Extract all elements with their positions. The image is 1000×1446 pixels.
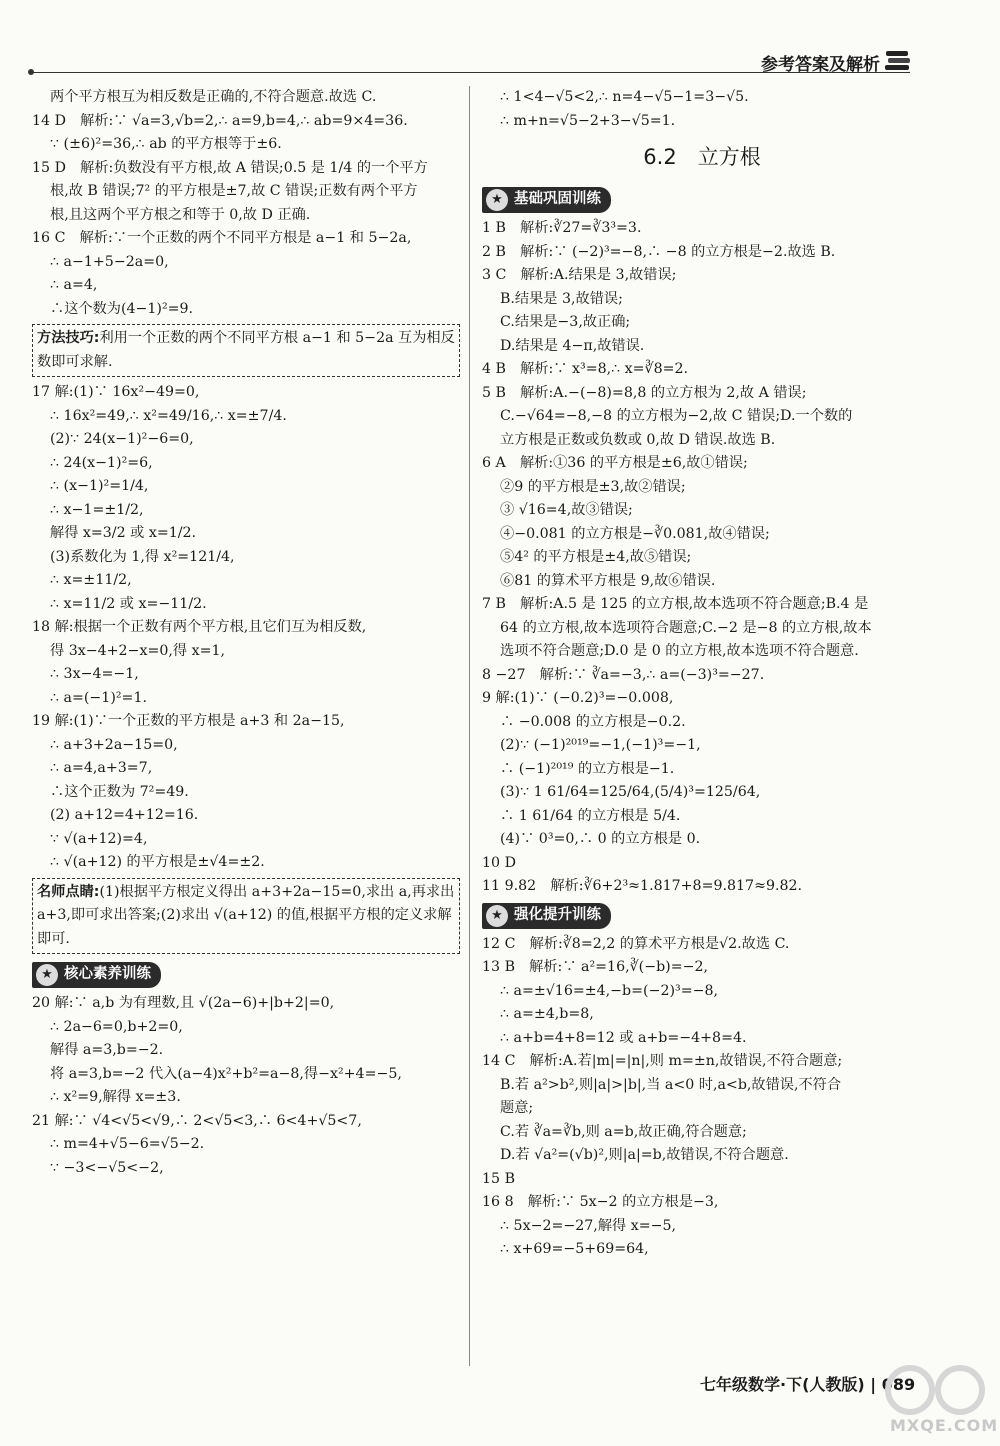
left-column (32, 86, 460, 1180)
tip-text: (1)根据平方根定义得出 a+3+2a−15=0,求出 a,再求出 a+3,即可求出答案;(2)求出 √(a+12) 的值,根据平方根的定义求解即可. (37, 883, 455, 947)
answer-line: 4 B 解析:∵ x³=8,∴ x=∛8=2. (482, 361, 689, 377)
answer-line: ∴ m=4+√5−6=√5−2. (50, 1136, 205, 1152)
answer-line: 19 解:(1)∵一个正数的平方根是 a+3 和 2a−15, (32, 713, 345, 729)
answer-line: 13 B 解析:∵ a²=16,∛(−b)=−2, (482, 959, 709, 975)
crown-badge-icon: ★ (36, 964, 58, 986)
answer-line: 得 3x−4+2−x=0,得 x=1, (50, 642, 225, 659)
answer-line: ⑥81 的算术平方根是 9,故⑥错误. (500, 572, 716, 589)
answer-line: ∴ a+3+2a−15=0, (50, 736, 178, 753)
crown-badge-icon: ★ (486, 905, 508, 927)
answer-line: 64 的立方根,故本选项符合题意;C.−2 是−8 的立方根,故本 (500, 619, 872, 636)
answer-line: 14 C 解析:A.若|m|=|n|,则 m=±n,故错误,不符合题意; (482, 1053, 843, 1069)
footer-page-label: 七年级数学·下(人教版) | 089 (700, 1375, 916, 1394)
answer-line: ∴ 5x−2=−27,解得 x=−5, (500, 1217, 677, 1234)
tip-label: 名师点睛: (37, 883, 100, 900)
answer-line: (3)系数化为 1,得 x²=121/4, (50, 548, 235, 565)
answer-line: 根,故 B 错误;7² 的平方根是±7,故 C 错误;正数有两个平方 (50, 183, 418, 199)
answer-line: 17 解:(1)∵ 16x²−49=0, (32, 384, 200, 400)
book-stack-icon (884, 48, 912, 74)
tip-box (32, 878, 460, 955)
tip-label: 方法技巧: (37, 330, 100, 346)
right-column (482, 86, 922, 1262)
answer-line: ∴ x+69=−5+69=64, (500, 1241, 649, 1257)
answer-line: 两个平方根互为相反数是正确的,不符合题意.故选 C. (50, 89, 377, 105)
answer-line: C.−√64=−8,−8 的立方根为−2,故 C 错误;D.一个数的 (500, 408, 853, 424)
banner-label: 基础巩固训练 (514, 191, 601, 208)
answer-line: (2) a+12=4+12=16. (50, 807, 199, 823)
answer-line: 解得 x=3/2 或 x=1/2. (50, 525, 197, 541)
answer-line: ∴ x=11/2 或 x=−11/2. (50, 595, 207, 612)
page-header (0, 48, 1000, 78)
answer-line: 10 D (482, 854, 516, 871)
answer-line: 18 解:根据一个正数有两个平方根,且它们互为相反数, (32, 619, 367, 635)
section-title: 6.2 立方根 (643, 145, 761, 169)
answer-line: ⑤4² 的平方根是±4,故⑤错误; (500, 549, 692, 565)
answer-line: ∴ 2a−6=0,b+2=0, (50, 1018, 183, 1035)
answer-line: ∴ √(a+12) 的平方根是±√4=±2. (50, 854, 265, 870)
answer-line: 16 C 解析:∵一个正数的两个不同平方根是 a−1 和 5−2a, (32, 230, 412, 246)
tip-text: 利用一个正数的两个不同平方根 a−1 和 5−2a 互为相反数即可求解. (37, 330, 455, 370)
answer-line: ∴ x²=9,解得 x=±3. (50, 1089, 181, 1105)
answer-line: 12 C 解析:∛8=2,2 的算术平方根是√2.故选 C. (482, 935, 790, 952)
answer-line: 题意; (500, 1100, 534, 1116)
tip-box (32, 324, 460, 377)
answer-line: (2)∵ 24(x−1)²−6=0, (50, 431, 194, 447)
answer-line: ∴ a=(−1)²=1. (50, 689, 147, 706)
answer-line: ④−0.081 的立方根是−∛0.081,故④错误; (500, 525, 770, 542)
answer-line: 16 8 解析:∵ 5x−2 的立方根是−3, (482, 1194, 719, 1210)
answer-line: B.结果是 3,故错误; (500, 290, 623, 307)
answer-line: 2 B 解析:∵ (−2)³=−8,∴ −8 的立方根是−2.故选 B. (482, 243, 836, 260)
answer-line: C.结果是−3,故正确; (500, 314, 631, 330)
answer-line: ③ √16=4,故③错误; (500, 502, 633, 518)
answer-line: 3 C 解析:A.结果是 3,故错误; (482, 267, 677, 283)
header-rule (30, 72, 910, 73)
answer-line: ∴ a=±4,b=8, (500, 1006, 594, 1022)
answer-line: ∵ −3<−√5<−2, (50, 1159, 164, 1176)
answer-line: 21 解:∵ √4<√5<√9,∴ 2<√5<3,∴ 6<4+√5<7, (32, 1112, 362, 1129)
answer-line: B.若 a²>b²,则|a|>|b|,当 a<0 时,a<b,故错误,不符合 (500, 1076, 842, 1093)
answer-line: (2)∵ (−1)²⁰¹⁹=−1,(−1)³=−1, (500, 737, 701, 753)
section-banner (482, 903, 611, 929)
section-banner (482, 187, 611, 213)
watermark-text: MXQE.COM (890, 1416, 999, 1435)
answer-line: ∴ x=±11/2, (50, 572, 132, 588)
answer-line: ∴ 24(x−1)²=6, (50, 454, 153, 471)
answer-line: (4)∵ 0³=0,∴ 0 的立方根是 0. (500, 831, 701, 847)
answer-line: 15 D 解析:负数没有平方根,故 A 错误;0.5 是 1/4 的一个平方 (32, 159, 428, 176)
answer-line: 1 B 解析:∛27=∛3³=3. (482, 220, 642, 236)
answer-line: (3)∵ 1 61/64=125/64,(5/4)³=125/64, (500, 784, 761, 800)
answer-line: 选项不符合题意;D.0 是 0 的立方根,故本选项不符合题意. (500, 643, 859, 659)
answer-line: 8 −27 解析:∵ ∛a=−3,∴ a=(−3)³=−27. (482, 666, 765, 683)
answer-line: ∴ 16x²=49,∴ x²=49/16,∴ x=±7/4. (50, 407, 287, 424)
answer-line: ∵ (±6)²=36,∴ ab 的平方根等于±6. (50, 136, 282, 152)
answer-line: ∴这个正数为 7²=49. (50, 783, 189, 800)
answer-line: ∴ a=4,a+3=7, (50, 760, 153, 776)
answer-line: ∴ a+b=4+8=12 或 a+b=−4+8=4. (500, 1029, 747, 1046)
answer-line: 5 B 解析:A.−(−8)=8,8 的立方根为 2,故 A 错误; (482, 384, 807, 401)
answer-line: ∴ a=±√16=±4,−b=(−2)³=−8, (500, 982, 719, 999)
answer-line: 7 B 解析:A.5 是 125 的立方根,故本选项不符合题意;B.4 是 (482, 596, 869, 612)
answer-line: ∴这个数为(4−1)²=9. (50, 300, 194, 317)
answer-line: 根,且这两个平方根之和等于 0,故 D 正确. (50, 206, 311, 223)
answer-line: ∴ 1 61/64 的立方根是 5/4. (500, 807, 681, 824)
answer-line: D.结果是 4−π,故错误. (500, 337, 645, 354)
answer-line: C.若 ∛a=∛b,则 a=b,故正确,符合题意; (500, 1123, 747, 1140)
column-divider (469, 86, 470, 1366)
answer-line: 解得 a=3,b=−2. (50, 1042, 164, 1058)
section-banner (32, 962, 161, 988)
header-title: 参考答案及解析 (761, 55, 880, 75)
answer-line: ∴ (x−1)²=1/4, (50, 478, 149, 494)
answer-line: ∴ 3x−4=−1, (50, 666, 139, 682)
answer-line: ∵ √(a+12)=4, (50, 830, 148, 847)
banner-label: 强化提升训练 (514, 906, 601, 923)
answer-line: 6 A 解析:①36 的平方根是±6,故①错误; (482, 455, 748, 471)
banner-label: 核心素养训练 (64, 966, 151, 983)
answer-line: D.若 √a²=(√b)²,则|a|=b,故错误,不符合题意. (500, 1147, 789, 1163)
answer-line: 将 a=3,b=−2 代入(a−4)x²+b²=a−8,得−x²+4=−5, (50, 1065, 402, 1082)
answer-line: 20 解:∵ a,b 为有理数,且 √(2a−6)+|b+2|=0, (32, 995, 335, 1011)
answer-line: ∴ m+n=√5−2+3−√5=1. (500, 112, 676, 129)
answer-line: ∴ 1<4−√5<2,∴ n=4−√5−1=3−√5. (500, 89, 749, 105)
answer-line: 15 B (482, 1170, 515, 1187)
answer-line: 9 解:(1)∵ (−0.2)³=−0.008, (482, 690, 674, 706)
answer-line: ∴ a−1+5−2a=0, (50, 253, 169, 270)
answer-line: ∴ a=4, (50, 277, 98, 293)
answer-line: ∴ −0.008 的立方根是−0.2. (500, 713, 686, 730)
crown-badge-icon: ★ (486, 189, 508, 211)
answer-line: 11 9.82 解析:∛6+2³≈1.817+8=9.817≈9.82. (482, 878, 803, 894)
answer-line: ②9 的平方根是±3,故②错误; (500, 478, 686, 495)
answer-line: 14 D 解析:∵ √a=3,√b=2,∴ a=9,b=4,∴ ab=9×4=36. (32, 112, 408, 129)
answer-line: ∴ x−1=±1/2, (50, 501, 144, 518)
answer-line: 立方根是正数或负数或 0,故 D 错误.故选 B. (500, 431, 776, 448)
answer-line: ∴ (−1)²⁰¹⁹ 的立方根是−1. (500, 760, 675, 777)
